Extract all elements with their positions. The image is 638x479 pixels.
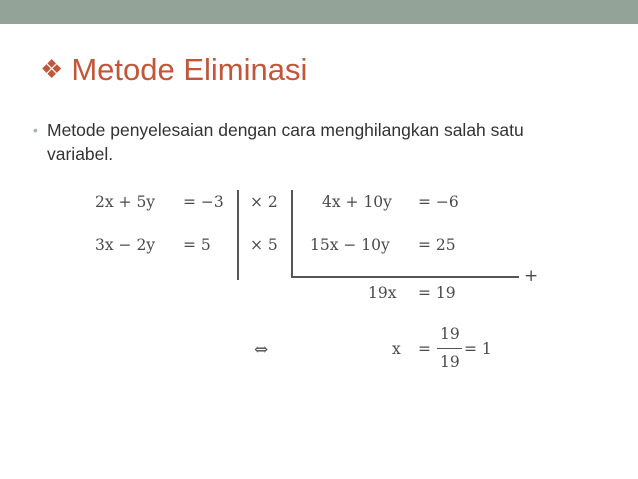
plus-sign: +	[524, 266, 539, 286]
equivalence-icon: ⇔	[254, 340, 269, 360]
eq1-multiplier: × 2	[250, 193, 278, 211]
final-variable: x	[392, 340, 401, 358]
eq2-left: 3x − 2y	[95, 236, 156, 254]
bullet-dot-icon: •	[33, 122, 38, 138]
divider-line-1	[237, 190, 239, 280]
eq2-rhs: = 5	[183, 236, 211, 254]
eq1-left: 2x + 5y	[95, 193, 156, 211]
eq2-multiplier: × 5	[250, 236, 278, 254]
title-text: Metode Eliminasi	[71, 52, 308, 87]
sum-left: 19x	[368, 284, 397, 302]
eq2-result-left: 15x − 10y	[310, 236, 390, 254]
fraction-numerator: 19	[440, 325, 460, 343]
sum-rhs: = 19	[418, 284, 456, 302]
fraction-denominator: 19	[440, 353, 460, 371]
final-equals: =	[418, 340, 431, 358]
fraction-bar	[437, 348, 462, 349]
eq1-result-rhs: = −6	[418, 193, 459, 211]
slide-title	[40, 52, 307, 88]
top-banner	[0, 0, 638, 24]
divider-line-2	[291, 190, 293, 277]
eq2-result-rhs: = 25	[418, 236, 456, 254]
bullet-text: Metode penyelesaian dengan cara menghilangkan salah satu variabel.	[47, 120, 524, 164]
sum-underline	[291, 276, 519, 278]
eq1-result-left: 4x + 10y	[322, 193, 392, 211]
final-result: = 1	[464, 340, 492, 358]
bullet-point	[33, 118, 593, 166]
eq1-rhs: = −3	[183, 193, 224, 211]
diamond-ornament-icon: ❖	[40, 54, 64, 84]
